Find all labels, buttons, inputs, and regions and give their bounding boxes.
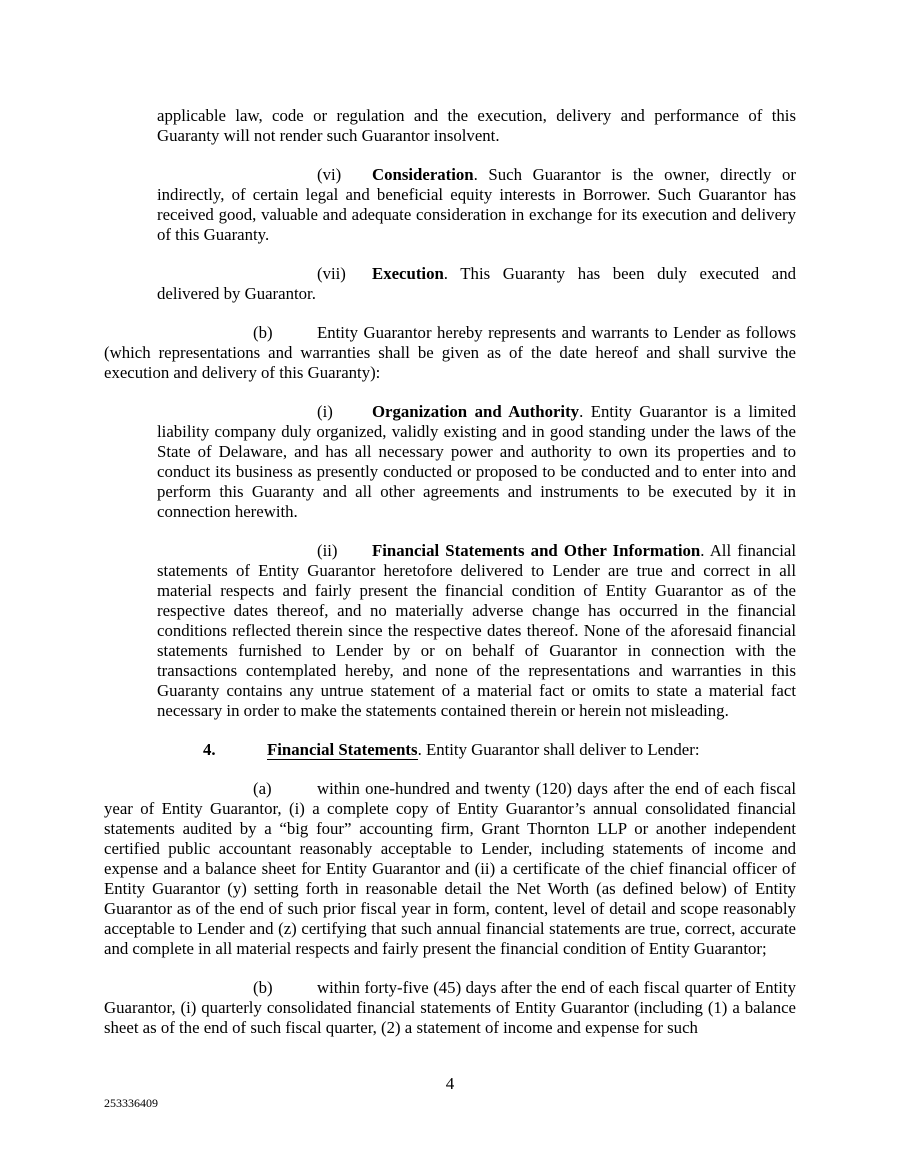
item-number: (b) [253,323,273,342]
paragraph-text: Entity Guarantor hereby represents and warrants to Lender as follows (which representations and warranties shall be given as of the date hereof and shall survive the execution and delivery of this Guaranty): [104,323,796,382]
paragraph-text: . This Guaranty has been duly executed and delivered by Guarantor. [157,264,796,303]
item-term: Consideration [372,165,474,184]
footer-doc-id: 253336409 [104,1096,158,1110]
paragraph-text: . All financial statements of Entity Guarantor heretofore delivered to Lender are true and correct in all material respects and fairly present the financial condition of Entity Guarantor as of the respective dates thereof, and no materially adverse change has occurred in the financial conditions reflected therein since the respective dates thereof. None of the aforesaid financial statements furnished to Lender by or on behalf of Guarantor in connection with the transactions contemplated hereby, and none of the representations and warranties in this Guaranty contains any untrue statement of a material fact or omits to state a material fact necessary in order to make the statements contained therein or herein not misleading. [157,541,796,720]
item-number: (i) [317,402,333,421]
paragraph [104,323,796,383]
paragraph [157,106,796,146]
paragraph-text: within one-hundred and twenty (120) days after the end of each fiscal year of Entity Guarantor, (i) a complete copy of Entity Guarantor’s annual consolidated financial statements audited by a “big four” accounting firm, Grant Thornton LLP or another independent certified public accountant reasonably acceptable to Lender, including statements of income and expense and a balance sheet for Entity Guarantor and (ii) a certificate of the chief financial officer of Entity Guarantor (y) setting forth in reasonable detail the Net Worth (as defined below) of Entity Guarantor as of the end of such prior fiscal year in form, content, level of detail and scope reasonably acceptable to Lender and (z) certifying that such annual financial statements are true, correct, accurate and complete in all material respects and fairly present the financial condition of Entity Guarantor; [104,779,796,958]
paragraph [104,779,796,959]
item-number: 4. [203,740,216,759]
item-number: (b) [253,978,273,997]
paragraph [104,740,796,760]
paragraph-text: applicable law, code or regulation and the execution, delivery and performance of this Guaranty will not render such Guarantor insolvent. [157,106,796,145]
paragraph-text: . Such Guarantor is the owner, directly or indirectly, of certain legal and beneficial equity interests in Borrower. Such Guarantor has received good, valuable and adequate consideration in exchange for its execution and delivery of this Guaranty. [157,165,796,244]
paragraph-text: . Entity Guarantor shall deliver to Lender: [417,740,700,759]
item-number: (vi) [317,165,342,184]
page-number: 4 [445,1074,455,1093]
item-number: (vii) [317,264,346,283]
paragraph [157,402,796,522]
item-number: (a) [253,779,272,798]
paragraph [157,541,796,721]
item-term: Financial Statements and Other Information [372,541,701,560]
document-body [104,106,796,1057]
paragraph [157,165,796,245]
item-term: Execution [372,264,444,283]
item-number: (ii) [317,541,338,560]
paragraph [104,978,796,1038]
paragraph [157,264,796,304]
paragraph-text: . Entity Guarantor is a limited liability company duly organized, validly existing and in good standing under the laws of the State of Delaware, and has all necessary power and authority to own its properties and to conduct its business as presently conducted or proposed to be conducted and to enter into and perform this Guaranty and all other agreements and instruments to be executed by it in connection herewith. [157,402,796,521]
item-term: Organization and Authority [372,402,580,421]
paragraph-text: within forty-five (45) days after the end of each fiscal quarter of Entity Guarantor, (i) quarterly consolidated financial statements of Entity Guarantor (including (1) a balance sheet as of the end of such fiscal quarter, (2) a statement of income and expense for such [104,978,796,1037]
item-term: Financial Statements [267,740,418,759]
